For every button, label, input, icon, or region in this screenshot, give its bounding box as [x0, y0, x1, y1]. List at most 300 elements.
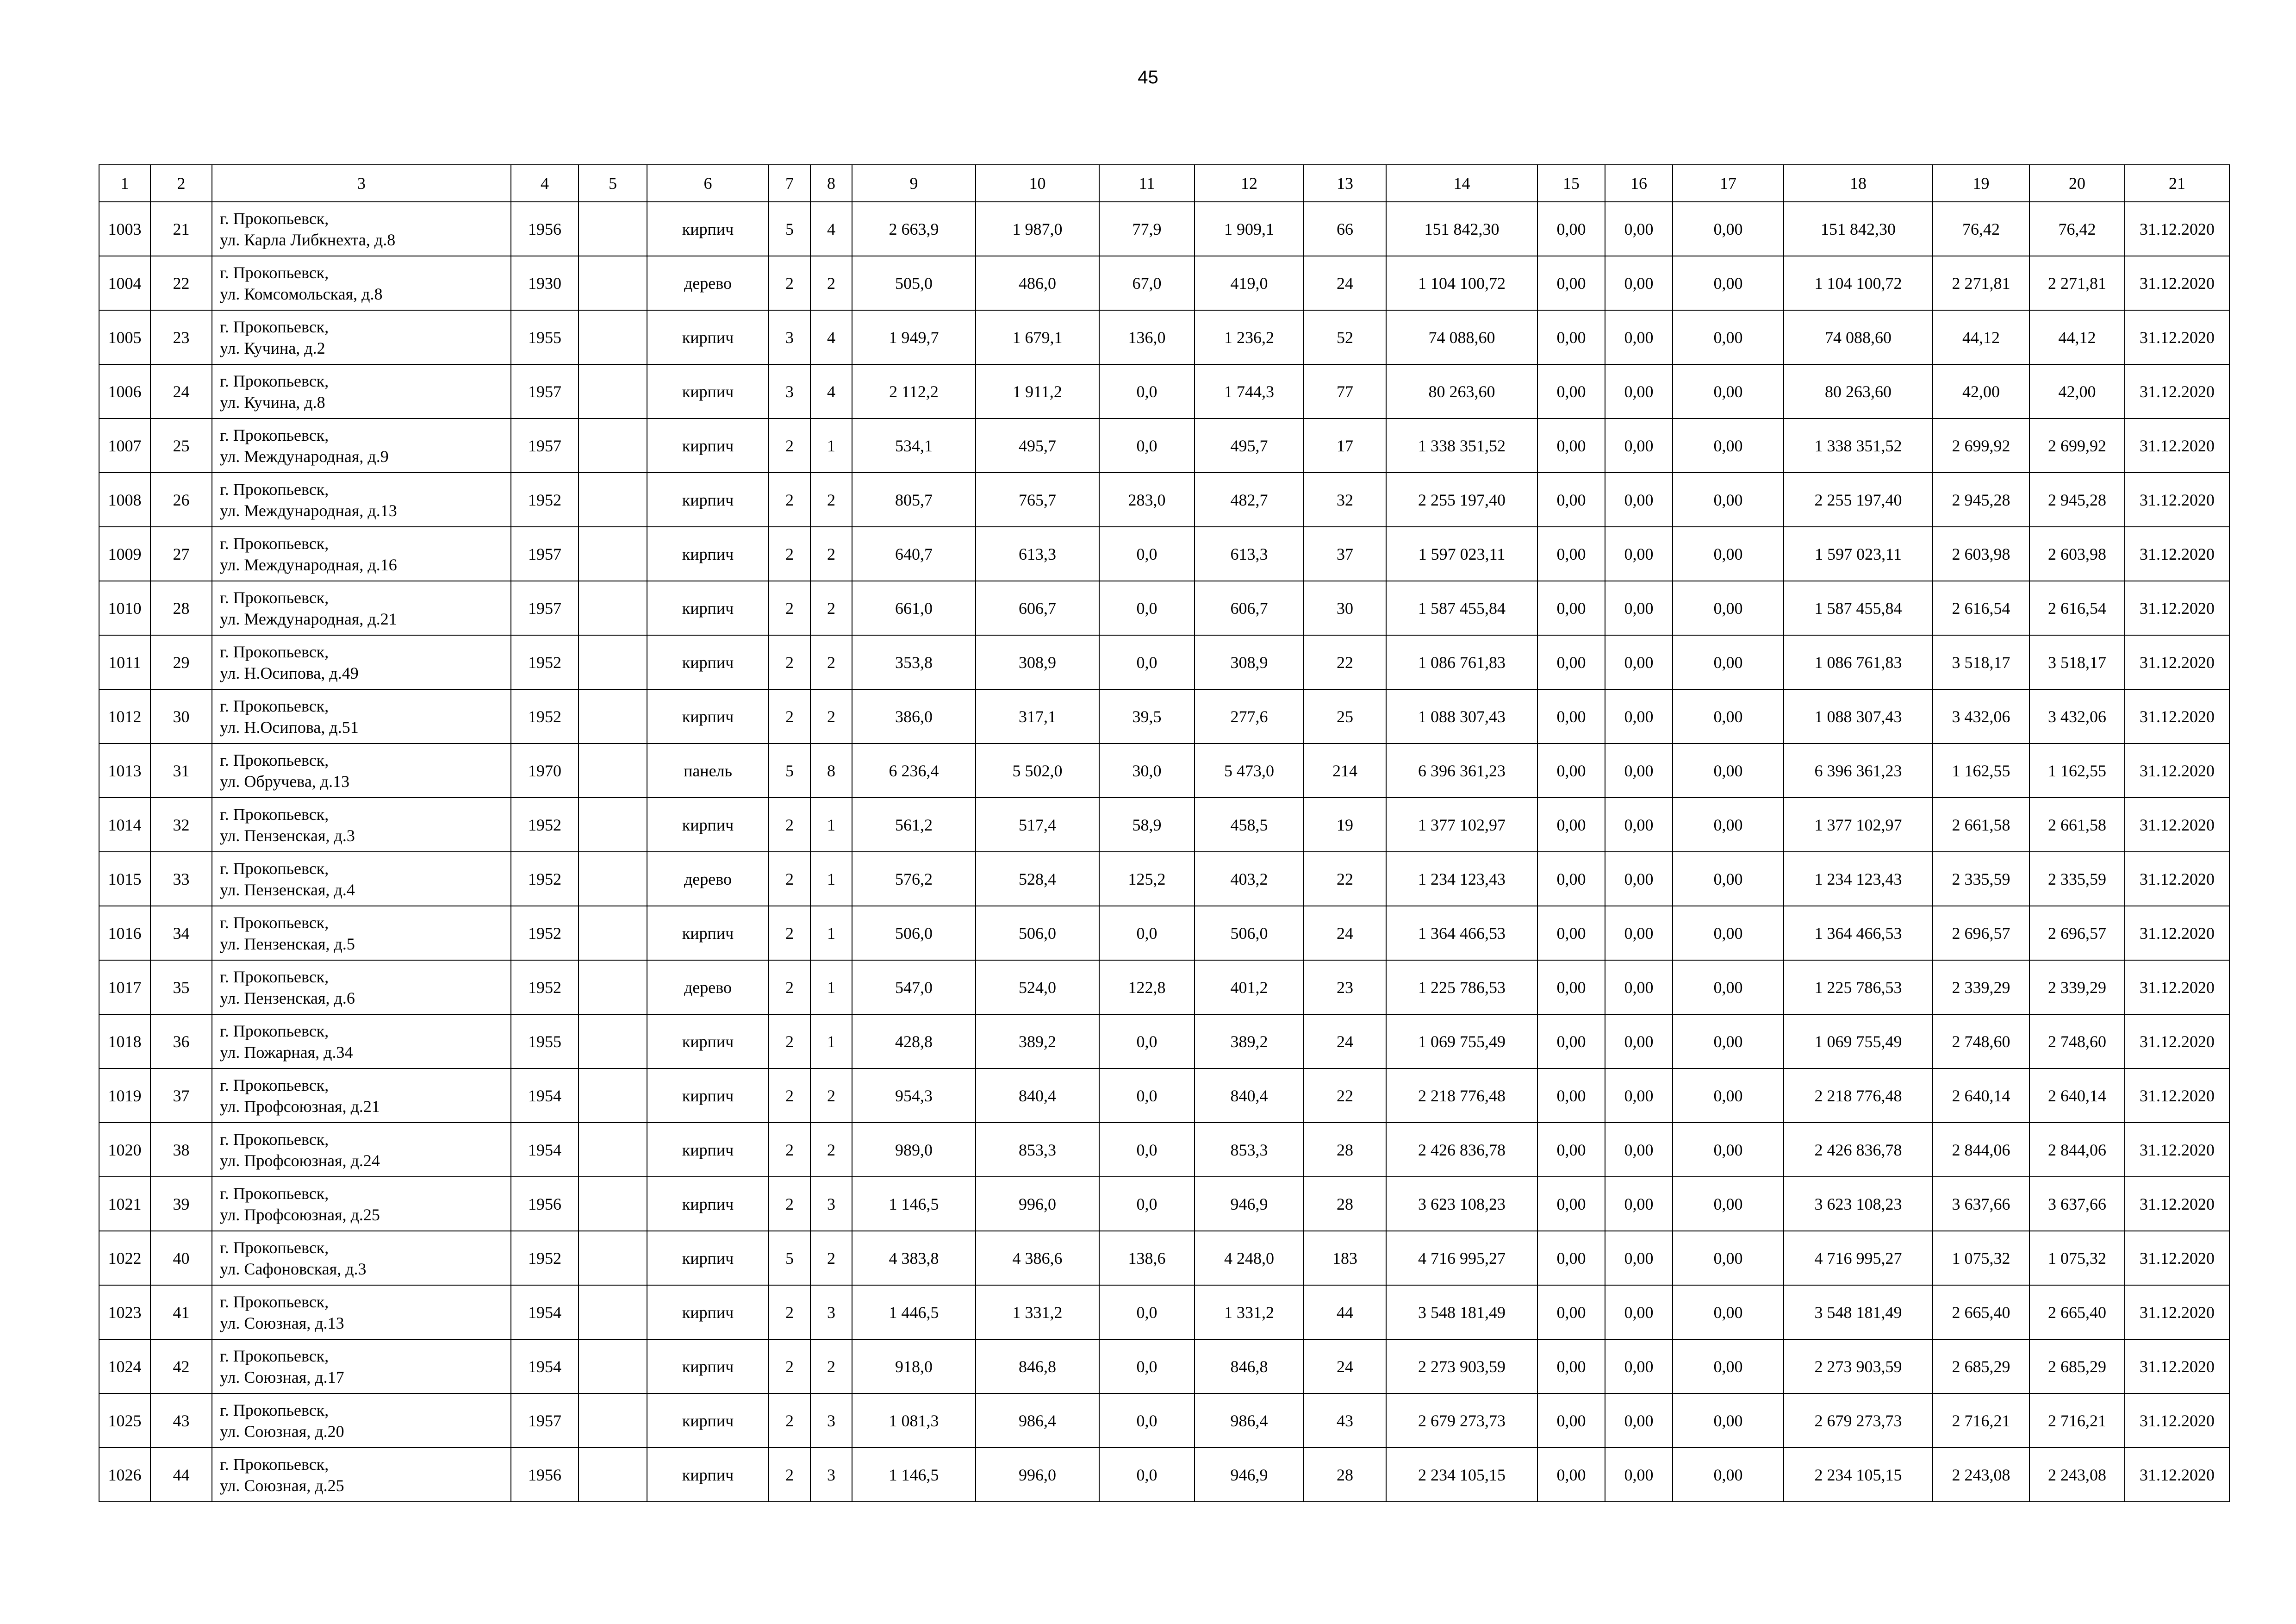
column-header: 15: [1537, 165, 1605, 202]
address-cell: [212, 743, 511, 798]
column-12-cell: 458,5: [1195, 798, 1304, 852]
address-city: г. Прокопьевск,: [220, 913, 329, 932]
column-header: 19: [1933, 165, 2029, 202]
cost-total-cell: 1 587 455,84: [1386, 581, 1537, 635]
column-19-cell: 1 162,55: [1933, 743, 2029, 798]
column-16-cell: 0,00: [1605, 635, 1673, 689]
total-area-cell: 534,1: [852, 418, 976, 473]
residents-cell: 28: [1304, 1177, 1386, 1231]
column-5-cell: [579, 906, 647, 960]
table-row: [99, 1177, 2229, 1231]
table-row: [99, 202, 2229, 256]
page-number: 45: [1138, 67, 1158, 87]
column-5-cell: [579, 743, 647, 798]
address-cell: [212, 960, 511, 1014]
wall-material-cell: кирпич: [647, 202, 769, 256]
premises-area-cell: 1 679,1: [976, 310, 1099, 364]
column-20-cell: 2 699,92: [2029, 418, 2125, 473]
column-16-cell: 0,00: [1605, 1123, 1673, 1177]
completion-date-cell: 31.12.2020: [2125, 1123, 2229, 1177]
column-19-cell: 2 271,81: [1933, 256, 2029, 310]
column-11-cell: 30,0: [1099, 743, 1195, 798]
column-12-cell: 1 331,2: [1195, 1285, 1304, 1339]
year-cell: 1930: [511, 256, 579, 310]
column-16-cell: 0,00: [1605, 743, 1673, 798]
table-row: [99, 743, 2229, 798]
completion-date-cell: 31.12.2020: [2125, 364, 2229, 418]
floors-cell: 5: [769, 743, 810, 798]
column-19-cell: 2 696,57: [1933, 906, 2029, 960]
entrances-cell: 3: [810, 1285, 852, 1339]
year-cell: 1957: [511, 1393, 579, 1448]
column-5-cell: [579, 1393, 647, 1448]
premises-area-cell: 765,7: [976, 473, 1099, 527]
column-11-cell: 138,6: [1099, 1231, 1195, 1285]
row-number-cell: 1024: [99, 1339, 150, 1393]
column-16-cell: 0,00: [1605, 473, 1673, 527]
completion-date-cell: 31.12.2020: [2125, 689, 2229, 743]
column-15-cell: 0,00: [1537, 635, 1605, 689]
column-19-cell: 3 432,06: [1933, 689, 2029, 743]
residents-cell: 37: [1304, 527, 1386, 581]
residents-cell: 24: [1304, 1014, 1386, 1068]
column-12-cell: 840,4: [1195, 1068, 1304, 1123]
item-number-cell: 23: [150, 310, 212, 364]
entrances-cell: 2: [810, 689, 852, 743]
total-area-cell: 4 383,8: [852, 1231, 976, 1285]
address-cell: [212, 1068, 511, 1123]
column-19-cell: 76,42: [1933, 202, 2029, 256]
column-17-cell: 0,00: [1673, 418, 1784, 473]
year-cell: 1954: [511, 1068, 579, 1123]
address-city: г. Прокопьевск,: [220, 425, 329, 444]
entrances-cell: 2: [810, 581, 852, 635]
wall-material-cell: панель: [647, 743, 769, 798]
row-number-cell: 1011: [99, 635, 150, 689]
column-5-cell: [579, 635, 647, 689]
cost-total-cell: 151 842,30: [1386, 202, 1537, 256]
address-city: г. Прокопьевск,: [220, 805, 329, 824]
column-header: 2: [150, 165, 212, 202]
row-number-cell: 1006: [99, 364, 150, 418]
premises-area-cell: 317,1: [976, 689, 1099, 743]
row-number-cell: 1010: [99, 581, 150, 635]
column-16-cell: 0,00: [1605, 1014, 1673, 1068]
column-20-cell: 2 339,29: [2029, 960, 2125, 1014]
column-11-cell: 0,0: [1099, 1014, 1195, 1068]
address-street: ул. Кучина, д.8: [220, 393, 325, 412]
total-area-cell: 353,8: [852, 635, 976, 689]
column-12-cell: 606,7: [1195, 581, 1304, 635]
table-row: [99, 1123, 2229, 1177]
column-18-cell: 2 679 273,73: [1784, 1393, 1933, 1448]
wall-material-cell: кирпич: [647, 689, 769, 743]
column-12-cell: 5 473,0: [1195, 743, 1304, 798]
column-20-cell: 2 661,58: [2029, 798, 2125, 852]
column-20-cell: 2 640,14: [2029, 1068, 2125, 1123]
address-city: г. Прокопьевск,: [220, 1400, 329, 1419]
total-area-cell: 1 146,5: [852, 1448, 976, 1502]
column-17-cell: 0,00: [1673, 581, 1784, 635]
floors-cell: 2: [769, 581, 810, 635]
item-number-cell: 30: [150, 689, 212, 743]
premises-area-cell: 524,0: [976, 960, 1099, 1014]
column-16-cell: 0,00: [1605, 1393, 1673, 1448]
table-row: [99, 364, 2229, 418]
premises-area-cell: 846,8: [976, 1339, 1099, 1393]
column-11-cell: 0,0: [1099, 1068, 1195, 1123]
cost-total-cell: 2 426 836,78: [1386, 1123, 1537, 1177]
column-11-cell: 0,0: [1099, 418, 1195, 473]
row-number-cell: 1012: [99, 689, 150, 743]
table-row: [99, 1068, 2229, 1123]
floors-cell: 2: [769, 256, 810, 310]
residents-cell: 24: [1304, 906, 1386, 960]
cost-total-cell: 1 069 755,49: [1386, 1014, 1537, 1068]
address-cell: [212, 1339, 511, 1393]
floors-cell: 5: [769, 202, 810, 256]
floors-cell: 2: [769, 1448, 810, 1502]
column-18-cell: 1 377 102,97: [1784, 798, 1933, 852]
row-number-cell: 1007: [99, 418, 150, 473]
column-19-cell: 2 685,29: [1933, 1339, 2029, 1393]
completion-date-cell: 31.12.2020: [2125, 906, 2229, 960]
column-12-cell: 853,3: [1195, 1123, 1304, 1177]
address-cell: [212, 906, 511, 960]
address-city: г. Прокопьевск,: [220, 859, 329, 878]
column-15-cell: 0,00: [1537, 689, 1605, 743]
column-17-cell: 0,00: [1673, 1177, 1784, 1231]
column-20-cell: 2 665,40: [2029, 1285, 2125, 1339]
completion-date-cell: 31.12.2020: [2125, 743, 2229, 798]
column-20-cell: 3 637,66: [2029, 1177, 2125, 1231]
column-16-cell: 0,00: [1605, 1068, 1673, 1123]
item-number-cell: 35: [150, 960, 212, 1014]
row-number-cell: 1022: [99, 1231, 150, 1285]
total-area-cell: 6 236,4: [852, 743, 976, 798]
year-cell: 1970: [511, 743, 579, 798]
column-12-cell: 389,2: [1195, 1014, 1304, 1068]
residents-cell: 43: [1304, 1393, 1386, 1448]
address-cell: [212, 310, 511, 364]
floors-cell: 2: [769, 473, 810, 527]
cost-total-cell: 2 679 273,73: [1386, 1393, 1537, 1448]
total-area-cell: 1 146,5: [852, 1177, 976, 1231]
item-number-cell: 33: [150, 852, 212, 906]
column-header: 14: [1386, 165, 1537, 202]
column-19-cell: 2 661,58: [1933, 798, 2029, 852]
column-5-cell: [579, 1339, 647, 1393]
address-city: г. Прокопьевск,: [220, 750, 329, 769]
address-street: ул. Международная, д.13: [220, 501, 397, 520]
column-20-cell: 2 616,54: [2029, 581, 2125, 635]
completion-date-cell: 31.12.2020: [2125, 798, 2229, 852]
premises-area-cell: 528,4: [976, 852, 1099, 906]
address-city: г. Прокопьевск,: [220, 1346, 329, 1365]
table-row: [99, 1448, 2229, 1502]
column-19-cell: 3 637,66: [1933, 1177, 2029, 1231]
column-5-cell: [579, 202, 647, 256]
floors-cell: 2: [769, 1014, 810, 1068]
row-number-cell: 1013: [99, 743, 150, 798]
entrances-cell: 1: [810, 852, 852, 906]
completion-date-cell: 31.12.2020: [2125, 418, 2229, 473]
item-number-cell: 34: [150, 906, 212, 960]
residents-cell: 32: [1304, 473, 1386, 527]
total-area-cell: 661,0: [852, 581, 976, 635]
row-number-cell: 1025: [99, 1393, 150, 1448]
column-20-cell: 1 162,55: [2029, 743, 2125, 798]
column-18-cell: 6 396 361,23: [1784, 743, 1933, 798]
address-street: ул. Пензенская, д.6: [220, 988, 355, 1007]
address-street: ул. Международная, д.21: [220, 609, 397, 628]
address-street: ул. Пензенская, д.5: [220, 934, 355, 953]
year-cell: 1952: [511, 473, 579, 527]
column-12-cell: 419,0: [1195, 256, 1304, 310]
cost-total-cell: 1 104 100,72: [1386, 256, 1537, 310]
floors-cell: 3: [769, 364, 810, 418]
column-16-cell: 0,00: [1605, 960, 1673, 1014]
total-area-cell: 805,7: [852, 473, 976, 527]
item-number-cell: 25: [150, 418, 212, 473]
column-15-cell: 0,00: [1537, 852, 1605, 906]
entrances-cell: 8: [810, 743, 852, 798]
column-17-cell: 0,00: [1673, 256, 1784, 310]
year-cell: 1956: [511, 1177, 579, 1231]
cost-total-cell: 2 234 105,15: [1386, 1448, 1537, 1502]
column-12-cell: 1 744,3: [1195, 364, 1304, 418]
column-20-cell: 2 748,60: [2029, 1014, 2125, 1068]
table-row: [99, 527, 2229, 581]
column-15-cell: 0,00: [1537, 906, 1605, 960]
column-header: 17: [1673, 165, 1784, 202]
column-18-cell: 2 426 836,78: [1784, 1123, 1933, 1177]
wall-material-cell: кирпич: [647, 1123, 769, 1177]
column-20-cell: 2 243,08: [2029, 1448, 2125, 1502]
column-5-cell: [579, 798, 647, 852]
total-area-cell: 576,2: [852, 852, 976, 906]
column-11-cell: 0,0: [1099, 1285, 1195, 1339]
column-20-cell: 2 844,06: [2029, 1123, 2125, 1177]
total-area-cell: 989,0: [852, 1123, 976, 1177]
row-number-cell: 1014: [99, 798, 150, 852]
completion-date-cell: 31.12.2020: [2125, 581, 2229, 635]
column-18-cell: 1 069 755,49: [1784, 1014, 1933, 1068]
column-18-cell: 2 218 776,48: [1784, 1068, 1933, 1123]
floors-cell: 2: [769, 1123, 810, 1177]
column-11-cell: 39,5: [1099, 689, 1195, 743]
column-20-cell: 2 716,21: [2029, 1393, 2125, 1448]
year-cell: 1952: [511, 852, 579, 906]
cost-total-cell: 4 716 995,27: [1386, 1231, 1537, 1285]
year-cell: 1957: [511, 581, 579, 635]
column-12-cell: 482,7: [1195, 473, 1304, 527]
cost-total-cell: 80 263,60: [1386, 364, 1537, 418]
column-17-cell: 0,00: [1673, 635, 1784, 689]
table-row: [99, 689, 2229, 743]
column-11-cell: 0,0: [1099, 1177, 1195, 1231]
address-city: г. Прокопьевск,: [220, 371, 329, 390]
entrances-cell: 3: [810, 1177, 852, 1231]
year-cell: 1952: [511, 960, 579, 1014]
year-cell: 1957: [511, 527, 579, 581]
residents-cell: 23: [1304, 960, 1386, 1014]
address-street: ул. Комсомольская, д.8: [220, 284, 383, 303]
year-cell: 1956: [511, 202, 579, 256]
column-18-cell: 1 104 100,72: [1784, 256, 1933, 310]
column-12-cell: 277,6: [1195, 689, 1304, 743]
address-city: г. Прокопьевск,: [220, 1292, 329, 1311]
column-5-cell: [579, 310, 647, 364]
residents-cell: 17: [1304, 418, 1386, 473]
column-20-cell: 1 075,32: [2029, 1231, 2125, 1285]
column-header: 4: [511, 165, 579, 202]
address-city: г. Прокопьевск,: [220, 1455, 329, 1474]
year-cell: 1954: [511, 1285, 579, 1339]
entrances-cell: 2: [810, 1123, 852, 1177]
address-cell: [212, 256, 511, 310]
column-12-cell: 403,2: [1195, 852, 1304, 906]
address-cell: [212, 1393, 511, 1448]
address-city: г. Прокопьевск,: [220, 1075, 329, 1094]
table-row: [99, 1339, 2229, 1393]
column-16-cell: 0,00: [1605, 1285, 1673, 1339]
address-city: г. Прокопьевск,: [220, 1021, 329, 1040]
floors-cell: 2: [769, 852, 810, 906]
column-5-cell: [579, 473, 647, 527]
item-number-cell: 31: [150, 743, 212, 798]
column-15-cell: 0,00: [1537, 418, 1605, 473]
completion-date-cell: 31.12.2020: [2125, 527, 2229, 581]
entrances-cell: 2: [810, 1339, 852, 1393]
item-number-cell: 27: [150, 527, 212, 581]
column-20-cell: 2 685,29: [2029, 1339, 2125, 1393]
column-20-cell: 2 945,28: [2029, 473, 2125, 527]
column-19-cell: 2 339,29: [1933, 960, 2029, 1014]
floors-cell: 2: [769, 798, 810, 852]
entrances-cell: 3: [810, 1448, 852, 1502]
address-city: г. Прокопьевск,: [220, 1130, 329, 1149]
column-19-cell: 2 748,60: [1933, 1014, 2029, 1068]
column-11-cell: 0,0: [1099, 1339, 1195, 1393]
column-19-cell: 2 844,06: [1933, 1123, 2029, 1177]
completion-date-cell: 31.12.2020: [2125, 1339, 2229, 1393]
residents-cell: 52: [1304, 310, 1386, 364]
total-area-cell: 1 081,3: [852, 1393, 976, 1448]
residents-cell: 183: [1304, 1231, 1386, 1285]
item-number-cell: 43: [150, 1393, 212, 1448]
column-15-cell: 0,00: [1537, 743, 1605, 798]
entrances-cell: 1: [810, 960, 852, 1014]
cost-total-cell: 1 225 786,53: [1386, 960, 1537, 1014]
address-cell: [212, 689, 511, 743]
table-row: [99, 256, 2229, 310]
address-cell: [212, 527, 511, 581]
completion-date-cell: 31.12.2020: [2125, 1014, 2229, 1068]
column-header: 13: [1304, 165, 1386, 202]
cost-total-cell: 1 377 102,97: [1386, 798, 1537, 852]
column-15-cell: 0,00: [1537, 581, 1605, 635]
address-street: ул. Обручева, д.13: [220, 772, 350, 791]
premises-area-cell: 308,9: [976, 635, 1099, 689]
item-number-cell: 44: [150, 1448, 212, 1502]
column-5-cell: [579, 256, 647, 310]
address-cell: [212, 1231, 511, 1285]
column-5-cell: [579, 364, 647, 418]
residents-cell: 24: [1304, 256, 1386, 310]
column-18-cell: 1 234 123,43: [1784, 852, 1933, 906]
column-17-cell: 0,00: [1673, 310, 1784, 364]
column-17-cell: 0,00: [1673, 743, 1784, 798]
cost-total-cell: 2 218 776,48: [1386, 1068, 1537, 1123]
item-number-cell: 42: [150, 1339, 212, 1393]
column-18-cell: 4 716 995,27: [1784, 1231, 1933, 1285]
row-number-cell: 1021: [99, 1177, 150, 1231]
column-20-cell: 42,00: [2029, 364, 2125, 418]
column-15-cell: 0,00: [1537, 256, 1605, 310]
address-city: г. Прокопьевск,: [220, 480, 329, 499]
wall-material-cell: кирпич: [647, 527, 769, 581]
column-17-cell: 0,00: [1673, 798, 1784, 852]
total-area-cell: 954,3: [852, 1068, 976, 1123]
item-number-cell: 28: [150, 581, 212, 635]
wall-material-cell: кирпич: [647, 1231, 769, 1285]
column-18-cell: 151 842,30: [1784, 202, 1933, 256]
column-17-cell: 0,00: [1673, 906, 1784, 960]
residents-cell: 19: [1304, 798, 1386, 852]
column-18-cell: 80 263,60: [1784, 364, 1933, 418]
address-cell: [212, 1448, 511, 1502]
wall-material-cell: кирпич: [647, 418, 769, 473]
table-row: [99, 1014, 2229, 1068]
column-16-cell: 0,00: [1605, 852, 1673, 906]
column-12-cell: 1 236,2: [1195, 310, 1304, 364]
address-cell: [212, 1285, 511, 1339]
column-16-cell: 0,00: [1605, 581, 1673, 635]
premises-area-cell: 996,0: [976, 1448, 1099, 1502]
column-header: 6: [647, 165, 769, 202]
item-number-cell: 21: [150, 202, 212, 256]
column-header: 7: [769, 165, 810, 202]
column-5-cell: [579, 418, 647, 473]
address-cell: [212, 798, 511, 852]
total-area-cell: 1 949,7: [852, 310, 976, 364]
column-18-cell: 2 234 105,15: [1784, 1448, 1933, 1502]
address-cell: [212, 635, 511, 689]
completion-date-cell: 31.12.2020: [2125, 1068, 2229, 1123]
column-17-cell: 0,00: [1673, 1285, 1784, 1339]
wall-material-cell: кирпич: [647, 364, 769, 418]
address-city: г. Прокопьевск,: [220, 534, 329, 553]
column-11-cell: 58,9: [1099, 798, 1195, 852]
column-16-cell: 0,00: [1605, 202, 1673, 256]
row-number-cell: 1026: [99, 1448, 150, 1502]
column-header: 8: [810, 165, 852, 202]
row-number-cell: 1008: [99, 473, 150, 527]
column-15-cell: 0,00: [1537, 1014, 1605, 1068]
column-18-cell: 1 587 455,84: [1784, 581, 1933, 635]
entrances-cell: 2: [810, 527, 852, 581]
column-11-cell: 0,0: [1099, 364, 1195, 418]
column-20-cell: 2 603,98: [2029, 527, 2125, 581]
table-row: [99, 798, 2229, 852]
column-19-cell: 2 640,14: [1933, 1068, 2029, 1123]
cost-total-cell: 3 623 108,23: [1386, 1177, 1537, 1231]
entrances-cell: 2: [810, 256, 852, 310]
column-16-cell: 0,00: [1605, 689, 1673, 743]
residents-cell: 22: [1304, 1068, 1386, 1123]
column-header: 3: [212, 165, 511, 202]
